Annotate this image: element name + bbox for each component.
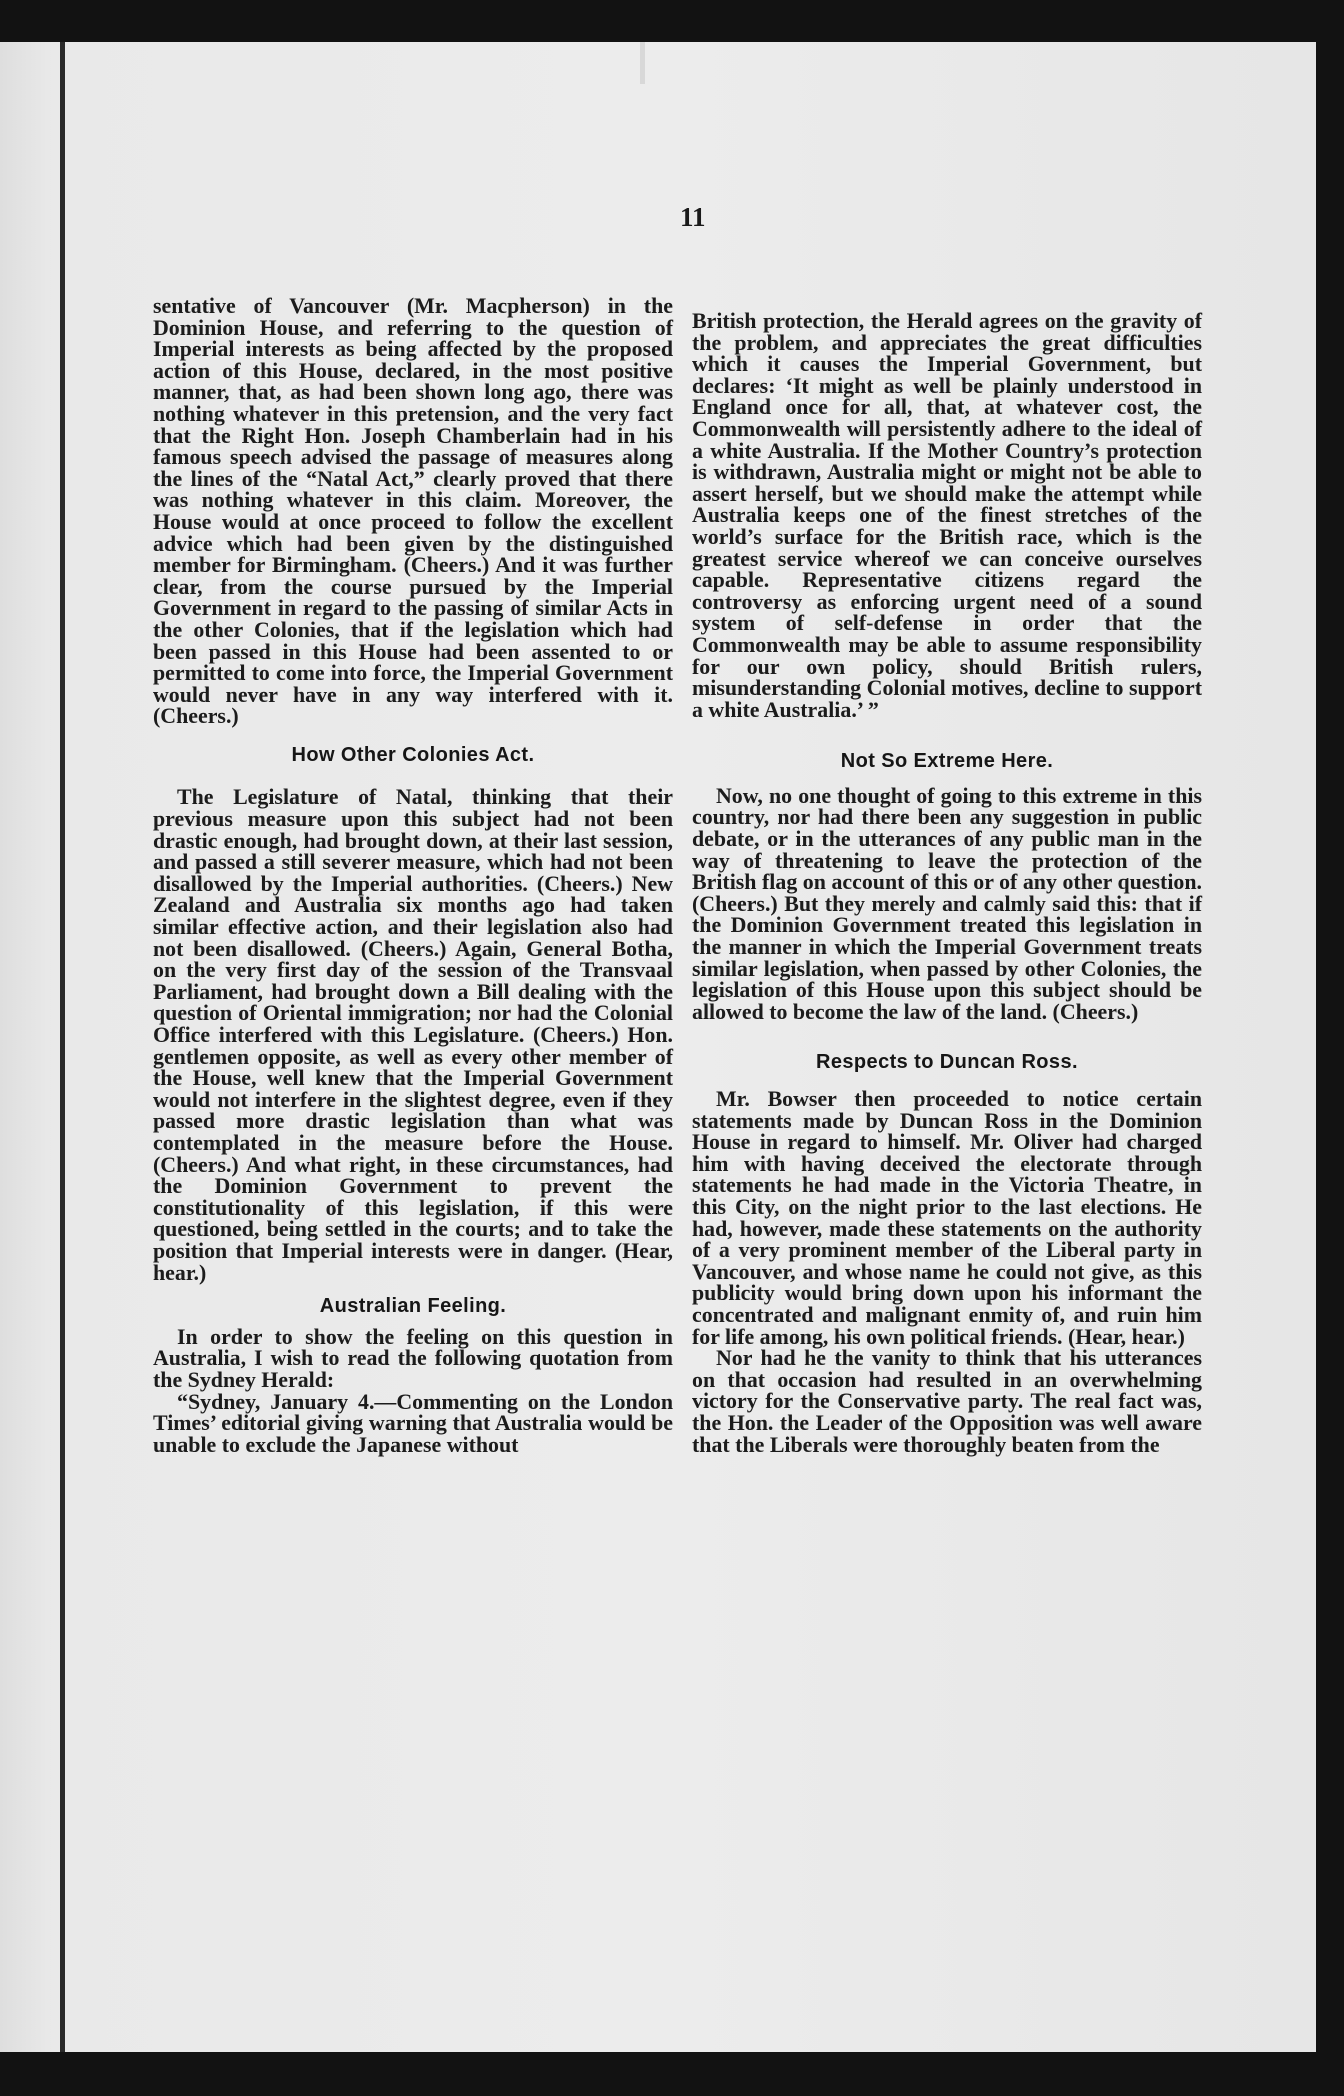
heading-how-other-colonies-act: How Other Colonies Act. <box>291 743 535 766</box>
binding-edge <box>60 42 65 2052</box>
paragraph-no-one-thought: Now, no one thought of going to this extreme in this country, nor had there been any suggestion in public debate, or in the utterances of any public man in the way of threatening to leave the protection of the British flag on account of this or of any other question. (Cheers.) But they merely and calmly said this: that if the Dominion Government treated this legislation in the manner in which the Imperial Government treats similar legislation, when passed by other Colonies, the legislation of this House upon this subject should be allowed to become the law of the land. (Cheers.) <box>692 782 1202 1024</box>
paragraph-vancouver-member: sentative of Vancouver (Mr. Macpherson) in the Dominion House, and referring to the question of Imperial interests as being affected by the proposed action of this House, declared, in the most positive manner, that, as had been shown long ago, there was nothing whatever in this pretension, and the very fact that the Right Hon. Joseph Chamberlain had in his famous speech advised the passage of measures along the lines of the “Natal Act,” clearly proved that there was nothing whatever in this claim. Moreover, the House would at once proceed to follow the excellent advice which had been given by the distinguished member for Birmingham. (Cheers.) And it was further clear, from the course pursued by the Imperial Government in regard to the passing of similar Acts in the other Colonies, that if the legislation which had been passed in this House had been assented to or permitted to come into force, the Imperial Government would never have in any way interfered with it. (Cheers.) <box>153 293 673 729</box>
paragraph-legislature-of-natal: The Legislature of Natal, thinking that their previous measure upon this subject had not been drastic enough, had brought down, at their last session, and passed a still severer measure, which had not been disallowed by the Imperial authorities. (Cheers.) New Zealand and Australia six months ago had taken similar effective action, and their legislation also had not been disallowed. (Cheers.) Again, General Botha, on the very first day of the session of the Transvaal Parliament, had brought down a Bill dealing with the question of Oriental immigration; nor had the Colonial Office interfered with this Legislature. (Cheers.) Hon. gentlemen opposite, as well as every other member of the House, well knew that the Imperial Government would not interfere in the slightest degree, even if they passed more drastic legislation than what was contemplated in the measure before the House. (Cheers.) And what right, in these circumstances, had the Dominion Government to prevent the constitutionality of this legislation, if this were questioned, being settled in the courts; and to take the position that Imperial interests were in danger. (Hear, hear.) <box>153 784 673 1285</box>
paragraph-feeling-in-australia: In order to show the feeling on this question in Australia, I wish to read the following quotation from the Sydney Herald: <box>153 1323 673 1392</box>
top-edge-mark <box>640 42 645 84</box>
paragraph-mr-bowser: Mr. Bowser then proceeded to notice certain statements made by Duncan Ross in the Dominion House in regard to himself. Mr. Oliver had charged him with having deceived the electorate through statements he had made in the Victoria Theatre, in this City, on the night prior to the last elections. He had, however, made these statements on the authority of a very prominent member of the Liberal party in Vancouver, and whose name he could not give, as this publicity would bring down upon his informant the concentrated and malignant enmity of, and ruin him for life among, his own political friends. (Hear, hear.) <box>692 1086 1202 1349</box>
left-column <box>153 295 673 1455</box>
page-number: 11 <box>680 202 706 232</box>
paragraph-nor-had-he-vanity: Nor had he the vanity to think that his utterances on that occasion had resulted in an overwhelming victory for the Conservative party. The real fact was, the Hon. the Leader of the Opposition was well aware that the Liberals were thoroughly beaten from the <box>692 1345 1202 1457</box>
heading-australian-feeling: Australian Feeling. <box>319 1295 507 1318</box>
paragraph-sydney-herald-quote: “Sydney, January 4.—Commenting on the London Times’ editorial giving warning that Australia would be unable to exclude the Japanese without <box>153 1388 673 1457</box>
paragraph-british-protection: British protection, the Herald agrees on the gravity of the problem, and appreciates the great difficulties which it causes the Imperial Government, but declares: ‘It might as well be plainly understood in England once for all, that, at whatever cost, the Commonwealth will persistently adhere to the ideal of a white Australia. If the Mother Country’s protection is withdrawn, Australia might or might not be able to assert herself, but we should make the attempt while Australia keeps one of the finest stretches of the world’s surface for the British race, which is the greatest service whereof we can conceive ourselves capable. Representative citizens regard the controversy as enforcing urgent need of a sound system of self-defense in order that the Commonwealth may be able to assume responsibility for our own policy, should British rulers, misunderstanding Colonial motives, decline to support a white Australia.’ ” <box>692 308 1202 722</box>
right-column <box>692 310 1202 1455</box>
heading-respects-to-duncan-ross: Respects to Duncan Ross. <box>816 1051 1078 1074</box>
heading-not-so-extreme-here: Not So Extreme Here. <box>840 750 1054 773</box>
book-page <box>0 42 1316 2052</box>
